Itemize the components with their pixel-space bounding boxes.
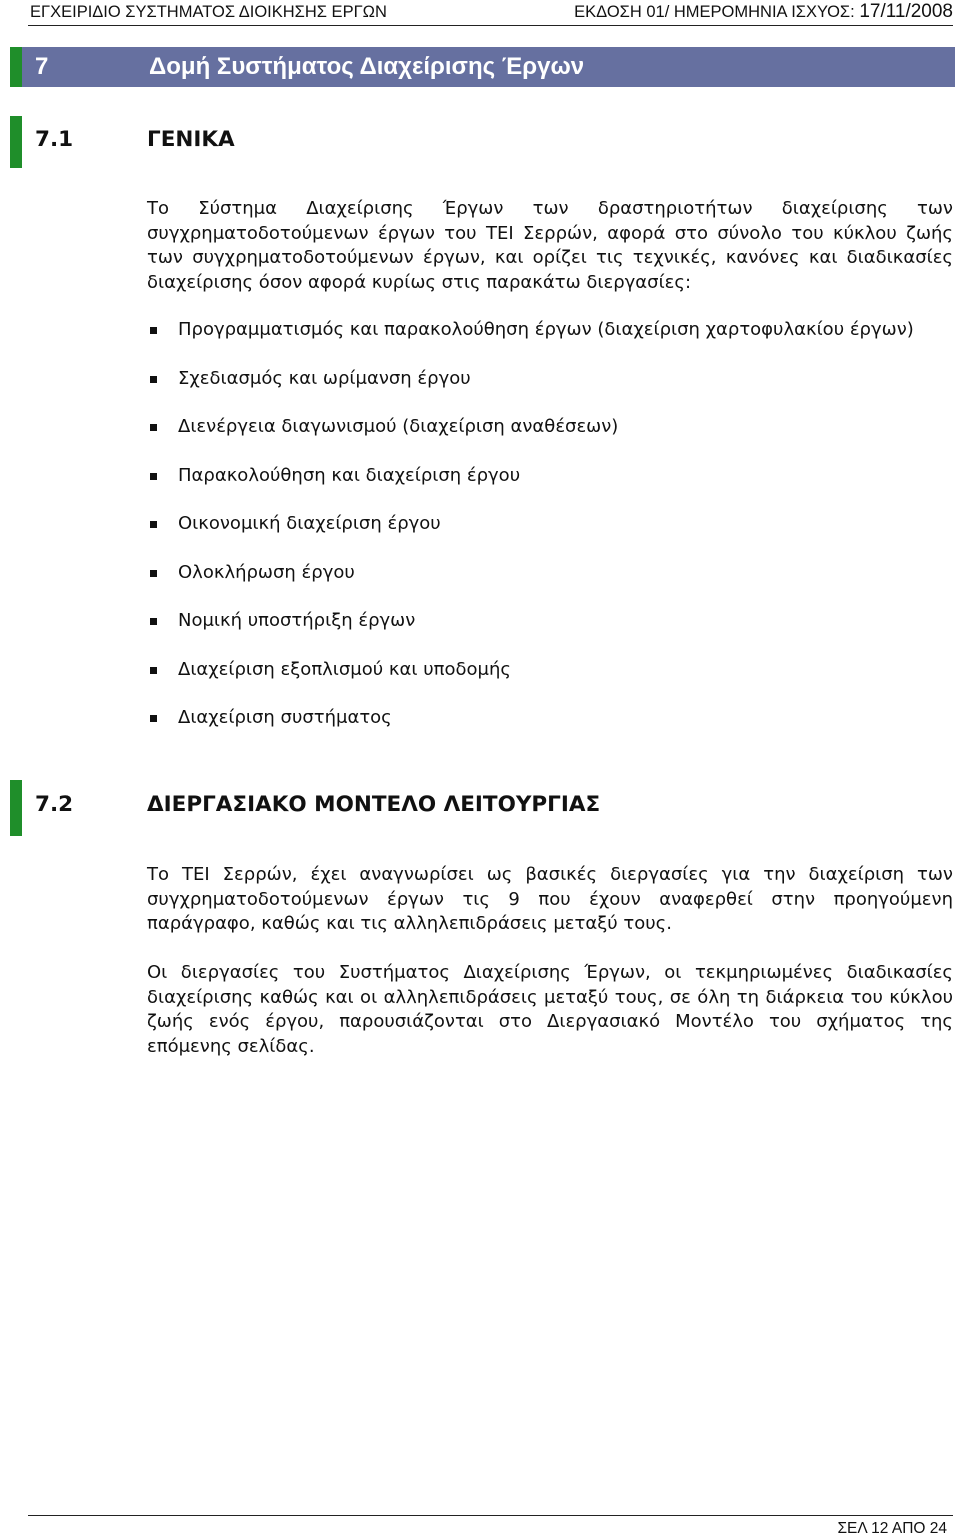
page-header	[28, 0, 953, 26]
list-item-text: Διαχείριση συστήματος	[178, 707, 392, 728]
list-item	[147, 658, 953, 683]
bullet-square-icon	[150, 715, 157, 722]
body-paragraph: Το ΤΕΙ Σερρών, έχει αναγνωρίσει ως βασικές διεργασίες για την διαχείριση των συγχρηματοδοτούμενων έργων τις 9 που έχουν αναφερθεί στην προηγούμενη παράγραφο, καθώς και τις αλληλεπιδράσεις μεταξύ τους.	[147, 864, 953, 934]
list-item	[147, 706, 953, 731]
list-item	[147, 609, 953, 634]
chapter-accent-bar	[10, 47, 22, 87]
list-item-text: Παρακολούθηση και διαχείριση έργου	[178, 464, 521, 486]
list-item-text: Νομική υποστήριξη έργων	[178, 610, 416, 631]
version-info	[574, 1, 953, 23]
section-title: ΓΕΝΙΚΑ	[147, 127, 235, 152]
list-item	[147, 367, 953, 392]
bullet-square-icon	[150, 618, 157, 625]
process-list	[147, 318, 953, 755]
effective-date: 17/11/2008	[859, 1, 953, 22]
list-item	[147, 318, 953, 343]
manual-title: ΕΓΧΕΙΡΙΔΙΟ ΣΥΣΤΗΜΑΤΟΣ ΔΙΟΙΚΗΣΗΣ ΕΡΓΩΝ	[30, 3, 387, 21]
chapter-number: 7	[35, 53, 49, 80]
list-item-text: Διαχείριση εξοπλισμού και υποδομής	[178, 658, 511, 680]
bullet-square-icon	[150, 667, 157, 674]
bullet-square-icon	[150, 376, 157, 383]
page-footer	[28, 1515, 953, 1540]
chapter-heading	[10, 47, 955, 87]
list-item	[147, 464, 953, 489]
intro-paragraph: Το Σύστημα Διαχείρισης Έργων των δραστηριοτήτων διαχείρισης των συγχρηματοδοτούμενων έργων του ΤΕΙ Σερρών, αφορά στο σύνολο του κύκλου ζωής των συγχρηματοδοτούμενων έργων, και ορίζει τις τεχνικές, κανόνες και διαδικασίες διαχείρισης όσον αφορά κυρίως στις παρακάτω διεργασίες:	[147, 198, 953, 293]
list-item-text: Οικονομική διαχείριση έργου	[178, 513, 441, 534]
list-item	[147, 512, 953, 537]
list-item-text: Διενέργεια διαγωνισμού (διαχείριση αναθέσεων)	[178, 416, 619, 437]
body-paragraph: Οι διεργασίες του Συστήματος Διαχείρισης Έργων, οι τεκμηριωμένες διαδικασίες διαχείρισης καθώς και οι αλληλεπιδράσεις μεταξύ τους, σε όλη τη διάρκεια του κύκλου ζωής ενός έργου, παρουσιάζονται στο Διεργασιακό Μοντέλο του σχήματος της επόμενης σελίδας.	[147, 962, 953, 1057]
list-item	[147, 415, 953, 440]
list-item-text: Προγραμματισμός και παρακολούθηση έργων (διαχείριση χαρτοφυλακίου έργων)	[178, 319, 914, 340]
section-heading-7-1	[10, 116, 955, 168]
bullet-square-icon	[150, 521, 157, 528]
section-number: 7.2	[35, 792, 74, 817]
bullet-square-icon	[150, 473, 157, 480]
section-accent-bar	[10, 780, 22, 836]
list-item-text: Ολοκλήρωση έργου	[178, 561, 355, 583]
section-title: ΔΙΕΡΓΑΣΙΑΚΟ ΜΟΝΤΕΛΟ ΛΕΙΤΟΥΡΓΙΑΣ	[147, 792, 601, 817]
bullet-square-icon	[150, 424, 157, 431]
chapter-title: Δομή Συστήματος Διαχείρισης Έργων	[149, 53, 585, 80]
bullet-square-icon	[150, 570, 157, 577]
section-number: 7.1	[35, 127, 74, 152]
section-accent-bar	[10, 116, 22, 168]
section-heading-7-2	[10, 780, 955, 836]
version-label: ΕΚΔΟΣΗ 01/ ΗΜΕΡΟΜΗΝΙΑ ΙΣΧΥΟΣ:	[574, 3, 855, 21]
list-item-text: Σχεδιασμός και ωρίμανση έργου	[178, 367, 471, 389]
page-number: ΣΕΛ 12 ΑΠΟ 24	[837, 1520, 947, 1537]
bullet-square-icon	[150, 327, 157, 334]
list-item	[147, 561, 953, 586]
